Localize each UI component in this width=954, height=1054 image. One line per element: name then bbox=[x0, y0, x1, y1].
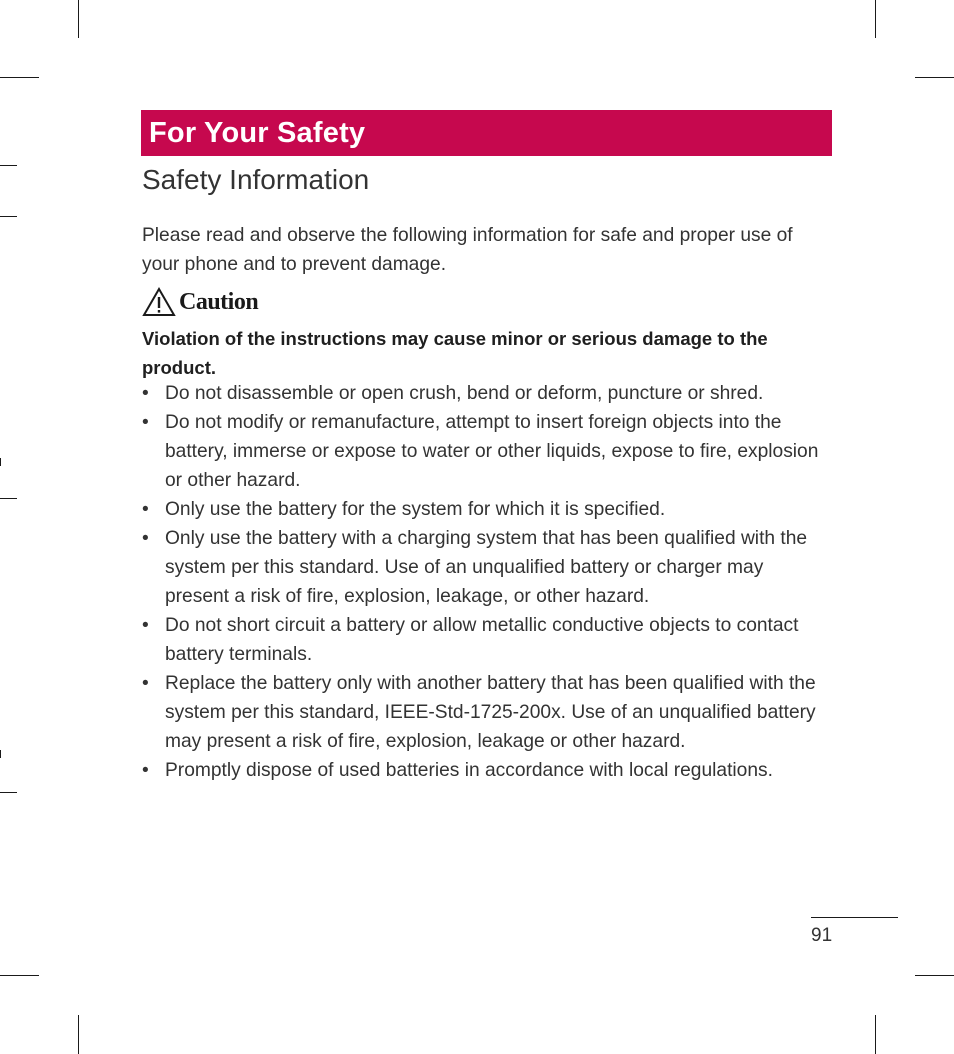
crop-mark bbox=[0, 216, 17, 217]
crop-mark bbox=[915, 77, 954, 78]
intro-paragraph: Please read and observe the following information for safe and proper use of your phone and to prevent damage. bbox=[142, 225, 793, 275]
crop-mark bbox=[0, 77, 39, 78]
page-number: 91 bbox=[811, 925, 833, 946]
list-item: • Only use the battery for the system for which it is specified. bbox=[142, 495, 832, 524]
crop-mark bbox=[0, 792, 17, 793]
page-title: Safety Information bbox=[142, 164, 370, 195]
list-item: • Do not short circuit a battery or allow metallic conductive objects to contact battery terminals. bbox=[142, 611, 832, 669]
caution-label: Caution bbox=[179, 288, 259, 315]
crop-mark bbox=[0, 498, 17, 499]
list-item: • Only use the battery with a charging system that has been qualified with the system per this standard. Use of an unqualified battery or charger may present a risk of fire, explosion, leakage, or other hazard. bbox=[142, 524, 832, 611]
list-item: • Do not disassemble or open crush, bend or deform, puncture or shred. bbox=[142, 379, 832, 408]
crop-mark bbox=[875, 1015, 876, 1054]
crop-mark bbox=[0, 750, 1, 758]
list-item: • Replace the battery only with another battery that has been qualified with the system per this standard, IEEE-Std-1725-200x. Use of an unqualified battery may present a risk of fire, explosion, leakage or other hazard. bbox=[142, 669, 832, 756]
list-item: • Promptly dispose of used batteries in accordance with local regulations. bbox=[142, 756, 832, 785]
footer-divider bbox=[811, 917, 898, 918]
caution-warning: Violation of the instructions may cause minor or serious damage to the product. bbox=[142, 328, 768, 378]
crop-mark bbox=[875, 0, 876, 38]
crop-mark bbox=[78, 1015, 79, 1054]
warning-triangle-icon bbox=[142, 287, 176, 317]
safety-list bbox=[142, 379, 832, 785]
crop-mark bbox=[0, 458, 1, 466]
crop-mark bbox=[78, 0, 79, 38]
caution-heading bbox=[142, 286, 258, 318]
crop-mark bbox=[0, 975, 39, 976]
banner-title: For Your Safety bbox=[149, 117, 366, 149]
list-item: • Do not modify or remanufacture, attempt to insert foreign objects into the battery, immerse or expose to water or other liquids, expose to fire, explosion or other hazard. bbox=[142, 408, 832, 495]
section-banner bbox=[141, 110, 832, 156]
crop-mark bbox=[0, 165, 17, 166]
crop-mark bbox=[915, 975, 954, 976]
